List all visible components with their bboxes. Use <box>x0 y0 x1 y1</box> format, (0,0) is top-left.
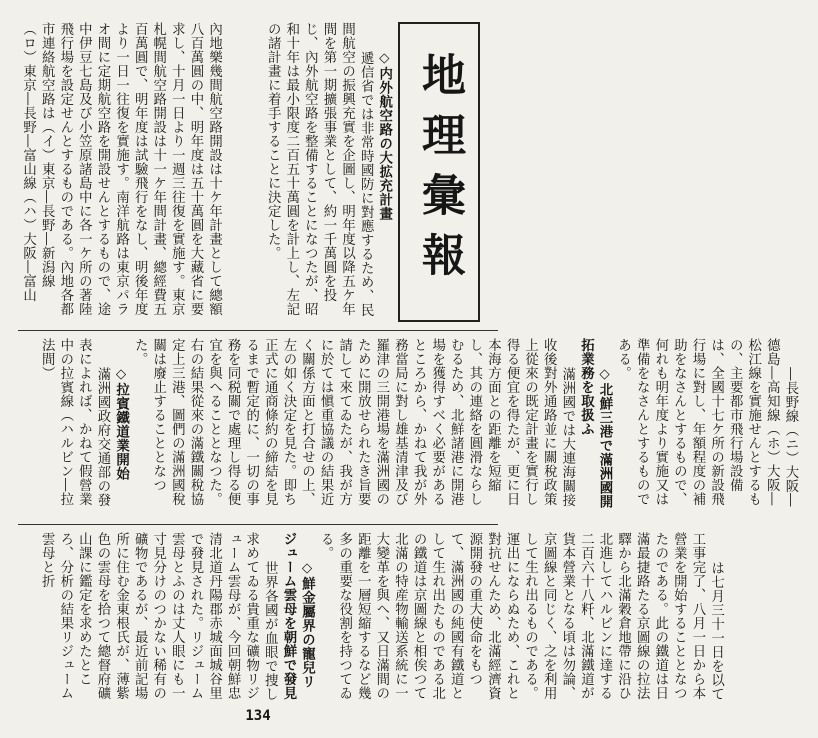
mica-article <box>18 532 724 702</box>
railway-heading: ◇拉賓鐵道業開始 <box>113 367 129 481</box>
routes-continued: ―長野線（ニ）大阪―德島―高知線（ホ）大阪―松江線を實施せんとするもの、主要都市飛行場設備は、全國十七ケ所の新設飛行場に對し、年額程度の補助をなさんとするもので、何れも明年度より實施又は準備をなさんとするものである。 <box>615 338 798 508</box>
aviation-body: 遞信省では非常時國防に對應するため、民間航空の振興充實を企圖し、明年度以降五ケ年間を第一期擴張事業として、約一千萬圓を投じ、內外航空路を整備することになつたが、昭和十年は最小限度二百五十萬圓を計上し、左記の諸計畫に着手することに決定した。 <box>265 22 374 318</box>
aviation-article-intro <box>244 22 392 322</box>
ports-article <box>18 338 798 516</box>
ports-body: 滿洲國では大連海關接收後對外通路並に關稅政策上從來の既定計畫を實行し得る便宜を得たが、更に日本海方面との距離を短縮し、其の連絡を圓滑ならしむるため、北鮮諸港に開港場を獲得すべく必要があるところから、かねて我が外務當局に對し雄基清津及び羅津の三開港場を滿洲國のために開放せられたき旨要請して來てゐたが、我が方に於ては愼重協議の結果近く關係方面と打合せの上、左の如く決定を見た。即ち正式に通商條約の締結を見るまで暫定的に、一切の事務を同税關で處理し得る便宜を與へることとなつた。右の結果從來の滿鐵關稅協定上三港、圖們の滿洲國稅關は廢止することとなつた。 <box>132 338 575 508</box>
band-divider-2 <box>18 524 498 525</box>
mica-body: 世界各國が血眼で捜し求めてゐる貴重な礦物リジューム雲母が、今回朝鮮忠清北道丹陽郡赤城面城谷里で發見された。リジューム雲母とふのは丈人眼にも一寸見分けのつかない稀有の礦物であるが、最近前記場所に住む金東根氏が、薄紫色の雲母を拾つて總督府礦山課に鑑定を求めたところ、分析の結果リジューム雲母と折 <box>39 532 278 702</box>
aviation-article-routes <box>18 22 238 322</box>
aviation-heading: ◇内外航空路の大拡充計畫 <box>376 51 392 221</box>
aviation-routes-text: 內地樂幾間航空路開設は十ケ年計畫として總額八百萬圓の中、明年度は五十萬圓を大藏省に要求し、十月一日より一週三往復を實施す。東京札幌間航空路開設は十一ケ年間計畫、總經費五百萬圓で、明年度は試驗飛行をなし、明後年度より一日一往復を實施す。南洋航路は東京パラオ間に定期航空路を開設せんとするもので、途中伊豆七島及び小笠原諸島中に各一ケ所の著陸飛行場を設定せんとするものである。內地各都市連絡航空路は（イ）東京―長野―新潟線（ロ）東京―長野―富山線（ハ）大阪―富山 <box>20 22 222 316</box>
band-divider-1 <box>18 330 498 331</box>
page-title: 地理彙報 <box>414 52 465 292</box>
page-number: 134 <box>245 708 271 724</box>
railway-continued: は七月三十一日を以て工事完了、八月一日から本營業を開始することとなつたのである。此の鐵道は日滿最捷路たる京圖線の拉法驛から北滿穀倉地帶に沿ひ北進してハルビンに達する二百六十八粁、北滿鐵道が貨本營業となる頃は勿論、京圖線と同じく、之を利用して生れ出るものである。運出にならぬため、これと對抗せんため、北滿經濟資源開發の重大使命をもつて、滿洲國の純國有鐵道として生れ出たものである北の鐵道は京圖線と相俟つて北滿の特産物輸送系統に一大變革を與へ、又日滿間の距離を一層短縮するなど幾多の重要な役割を持つてゐる。 <box>318 532 724 702</box>
railway-body: 滿洲國政府交通部の發表によれば、かねて假營業中の拉賓線（ハルビン―拉法間） <box>39 338 110 508</box>
mica-heading: ◇鮮金屬界の寵兒リジューム雲母を朝鮮で發見 <box>280 532 315 700</box>
ports-heading: ◇北鮮三港で滿洲國開拓業務を取扱ふ <box>578 338 612 509</box>
